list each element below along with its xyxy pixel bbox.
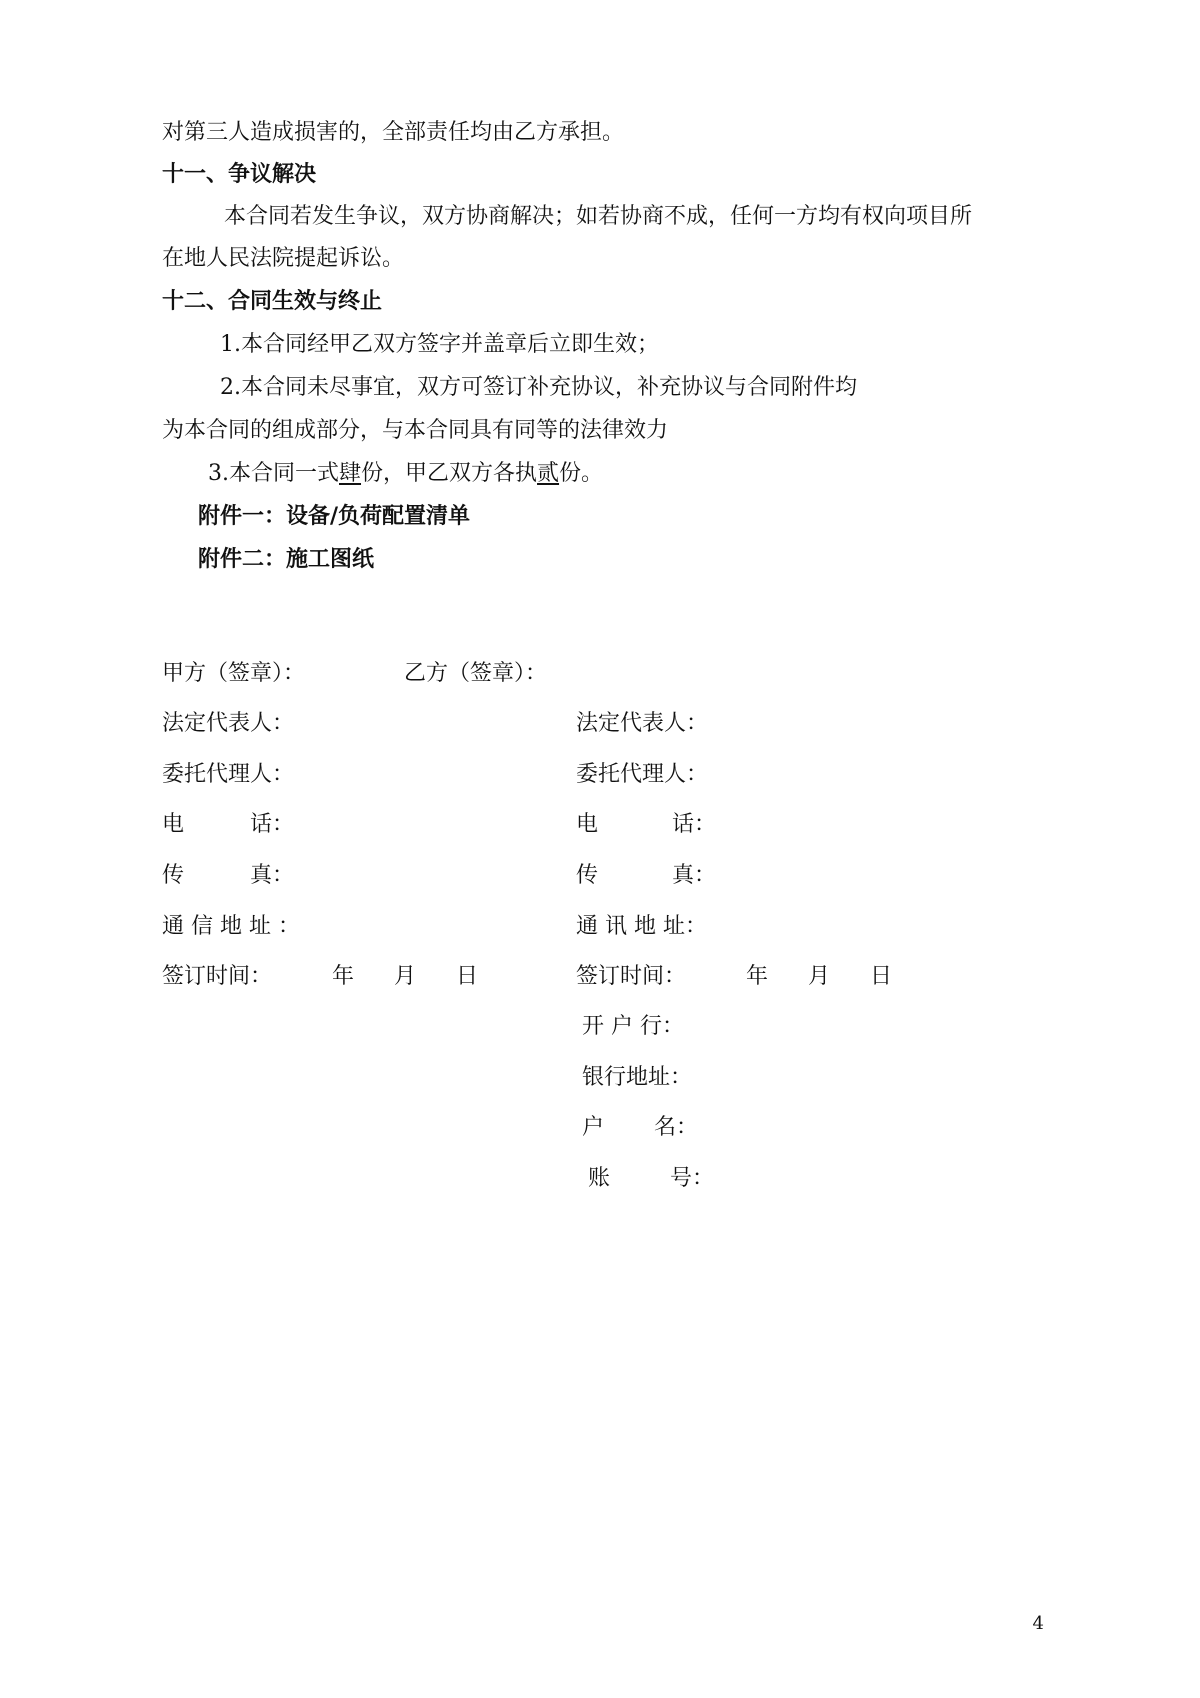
section-heading-12: 十二、合同生效与终止 <box>162 289 383 314</box>
party-b-address-label: 通 讯 地 址： <box>576 914 707 939</box>
section-12-item-1: 1.本合同经甲乙双方签字并盖章后立即生效； <box>220 332 659 357</box>
section-12-item-2-line-1: 2.本合同未尽事宜，双方可签订补充协议，补充协议与合同附件均 <box>220 375 857 400</box>
party-a-fax-label-end: 真： <box>250 863 295 888</box>
party-a-date-day: 日 <box>456 964 479 989</box>
party-b-date-month: 月 <box>808 964 831 989</box>
copies-each-value: 贰 <box>537 461 560 486</box>
party-b-date-day: 日 <box>870 964 893 989</box>
account-number-label: 账 <box>588 1166 611 1191</box>
party-a-date-label: 签订时间： <box>162 964 273 989</box>
party-a-legal-rep-label: 法定代表人： <box>162 711 295 736</box>
account-number-label-end: 号： <box>670 1166 715 1191</box>
party-b-legal-rep-label: 法定代表人： <box>576 711 709 736</box>
item-3-suffix: 份。 <box>559 461 604 486</box>
party-b-fax-label: 传 <box>576 863 599 888</box>
copies-total-value: 肆 <box>339 461 362 486</box>
section-11-text-line-1: 本合同若发生争议，双方协商解决；如若协商不成，任何一方均有权向项目所 <box>224 204 973 229</box>
party-a-phone-label-end: 话： <box>250 812 295 837</box>
account-name-label: 户 <box>582 1115 605 1140</box>
bank-address-label: 银行地址： <box>582 1065 693 1090</box>
clause-text-line: 对第三人造成损害的，全部责任均由乙方承担。 <box>162 120 625 145</box>
party-a-agent-label: 委托代理人： <box>162 762 295 787</box>
item-3-prefix: 3.本合同一式 <box>208 461 339 486</box>
party-b-agent-label: 委托代理人： <box>576 762 709 787</box>
section-12-item-2-line-2: 为本合同的组成部分，与本合同具有同等的法律效力 <box>162 418 669 443</box>
party-b-phone-label: 电 <box>576 812 599 837</box>
party-a-fax-label: 传 <box>162 863 185 888</box>
section-11-text-line-2: 在地人民法院提起诉讼。 <box>162 246 405 271</box>
page-number: 4 <box>1032 1613 1044 1634</box>
item-3-middle: 份，甲乙双方各执 <box>361 461 538 486</box>
party-b-seal-label: 乙方（签章）： <box>404 661 548 686</box>
party-a-phone-label: 电 <box>162 812 185 837</box>
party-b-phone-label-end: 话： <box>672 812 717 837</box>
party-b-fax-label-end: 真： <box>672 863 717 888</box>
attachment-2: 附件二：施工图纸 <box>198 547 375 572</box>
party-b-date-label: 签订时间： <box>576 964 687 989</box>
account-name-label-end: 名： <box>654 1115 699 1140</box>
party-b-date-year: 年 <box>746 964 769 989</box>
section-heading-11: 十一、争议解决 <box>162 162 317 187</box>
party-a-date-year: 年 <box>332 964 355 989</box>
party-a-seal-label: 甲方（签章）： <box>162 661 306 686</box>
attachment-1: 附件一：设备/负荷配置清单 <box>198 504 471 529</box>
section-12-item-3 <box>208 459 603 489</box>
bank-label: 开 户 行： <box>582 1014 684 1039</box>
party-a-address-label: 通 信 地 址 ： <box>162 914 300 939</box>
party-a-date-month: 月 <box>394 964 417 989</box>
